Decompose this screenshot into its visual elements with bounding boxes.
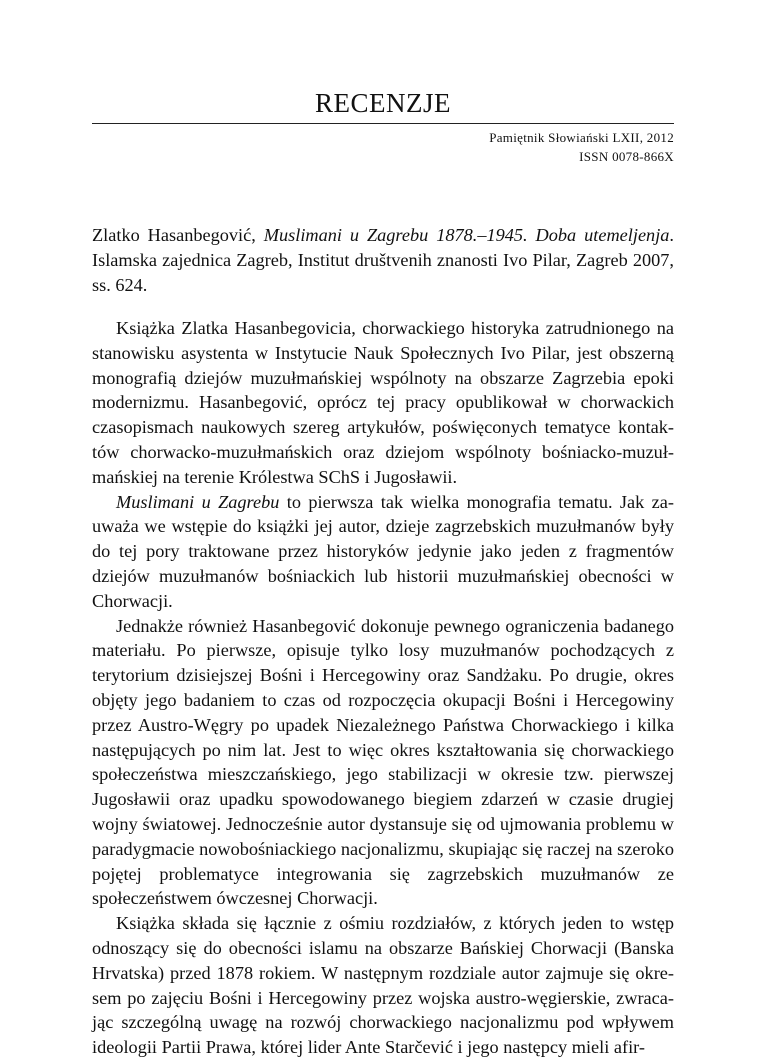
citation-publisher: . Islamska zajednica Zagreb, Institut društvenih znanosti Ivo Pilar, Zagreb 2007, ss. 624. [92,225,674,295]
paragraph-2-title: Muslimani u Zagrebu [116,491,280,512]
review-body [92,316,674,1060]
section-title: RECENZJE [315,88,451,118]
journal-line: Pamiętnik Słowiański LXII, 2012 [489,130,674,145]
paragraph-2 [92,490,674,614]
journal-meta [489,128,674,166]
citation-author: Zlatko Hasanbegović, [92,225,256,245]
citation-title: Muslimani u Zagrebu 1878.–1945. Doba utemeljenja [263,225,670,245]
header-divider [92,123,674,124]
paragraph-1: Książka Zlatka Hasanbegovicia, chorwackiego historyka zatrudnionego na stanowisku asystenta w Instytucie Nauk Społecznych Ivo Pilar, jest obszerną monografią dziejów muzułmańskiej wspólnoty na obszarze Zagrzebia epoki modernizmu. Hasanbegović, oprócz tej pracy opublikował w chorwackich czasopismach naukowych szereg artykułów, poświęconych tematyce kontaktów chorwacko-muzułmańskich oraz dziejom wspólnoty bośniacko-muzułmańskiej na terenie Królestwa SChS i Jugosławii. [92,318,674,487]
paragraph-2-text: to pierwsza tak wielka monografia tematu. Jak zauważa we wstępie do książki jej autor, dzieje zagrzebskich muzułmanów były do tej pory traktowane przez historyków jedynie jako jeden z fragmentów dziejów muzułmanów bośniackich lub historii muzułmańskiej obecności w Chorwacji. [92,491,675,611]
paragraph-3: Jednakże również Hasanbegović dokonuje pewnego ograniczenia badanego materiału. Po pierwsze, opisuje tylko losy muzułmanów pochodzących z terytorium dzisiejszej Bośni i Hercegowiny oraz Sandżaku. Po drugie, okres objęty jego badaniem to czas od rozpoczęcia okupacji Bośni i Hercegowiny przez Austro-Węgry po upadek Niezależnego Państwa Chorwackiego i kilka następujących po nim lat. Jest to więc okres kształtowania się chorwackiego społeczeństwa mieszczańskiego, jego stabilizacji w okresie tzw. pierwszej Jugosławii oraz upadku spowodowanego biegiem zdarzeń w czasie drugiej wojny światowej. Jednocześnie autor dystansuje się od ujmowania problemu w paradygmacie nowobośniackiego nacjonalizmu, skupiając się raczej na szeroko pojętej problematyce integrowania się zagrzebskich muzułmanów ze społeczeństwem ówczesnej Chorwacji. [92,615,674,909]
book-citation [92,223,674,297]
issn-line: ISSN 0078-866X [579,149,674,164]
paragraph-4: Książka składa się łącznie z ośmiu rozdziałów, z których jeden to wstęp odnoszący się do obecności islamu na obszarze Bańskiej Chorwacji (Banska Hrvatska) przed 1878 rokiem. W następnym rozdziale autor zajmuje się okresem po zajęciu Bośni i Hercegowiny przez wojska austro-węgierskie, zwracając szczególną uwagę na rozwój chorwackiego nacjonalizmu pod wpływem ideologii Partii Prawa, której lider Ante Starčević i jego następcy mieli afir- [92,913,674,1058]
